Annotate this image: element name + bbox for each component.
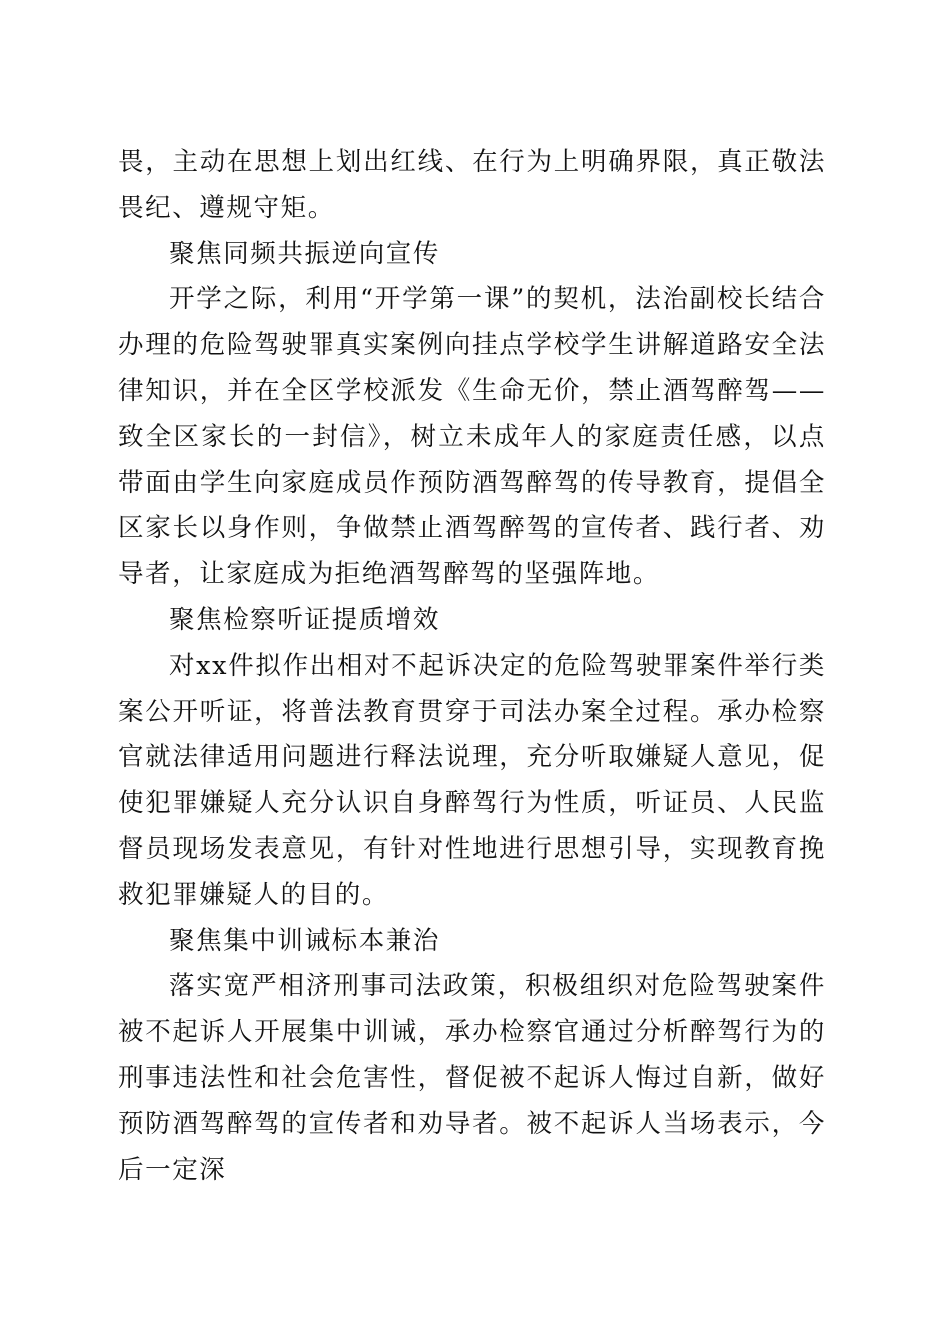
paragraph-admonition: 落实宽严相济刑事司法政策，积极组织对危险驾驶案件被不起诉人开展集中训诫，承办检察官通过分析醉驾行为的刑事违法性和社会危害性，督促被不起诉人悔过自新，做好预防酒驾醉驾的宣传者和劝导者。被不起诉人当场表示，今后一定深: [118, 971, 826, 1185]
paragraph-continuation: 畏，主动在思想上划出红线、在行为上明确界限，真正敬法畏纪、遵规守矩。: [118, 147, 826, 223]
section-heading-admonition: 聚焦集中训诫标本兼治: [169, 925, 441, 956]
section-heading-hearing: 聚焦检察听证提质增效: [169, 604, 441, 635]
paragraph-publicity: 开学之际，利用“开学第一课”的契机，法治副校长结合办理的危险驾驶罪真实案例向挂点学校学生讲解道路安全法律知识，并在全区学校派发《生命无价，禁止酒驾醉驾——致全区家长的一封信》，树立未成年人的家庭责任感，以点带面由学生向家庭成员作预防酒驾醉驾的传导教育，提倡全区家长以身作则，争做禁止酒驾醉驾的宣传者、践行者、劝导者，让家庭成为拒绝酒驾醉驾的坚强阵地。: [118, 284, 826, 590]
document-page: [118, 140, 826, 1193]
paragraph-hearing: 对xx件拟作出相对不起诉决定的危险驾驶罪案件举行类案公开听证，将普法教育贯穿于司法办案全过程。承办检察官就法律适用问题进行释法说理，充分听取嫌疑人意见，促使犯罪嫌疑人充分认识自身醉驾行为性质，听证员、人民监督员现场发表意见，有针对性地进行思想引导，实现教育挽救犯罪嫌疑人的目的。: [118, 650, 826, 910]
section-heading-publicity: 聚焦同频共振逆向宣传: [169, 238, 441, 269]
